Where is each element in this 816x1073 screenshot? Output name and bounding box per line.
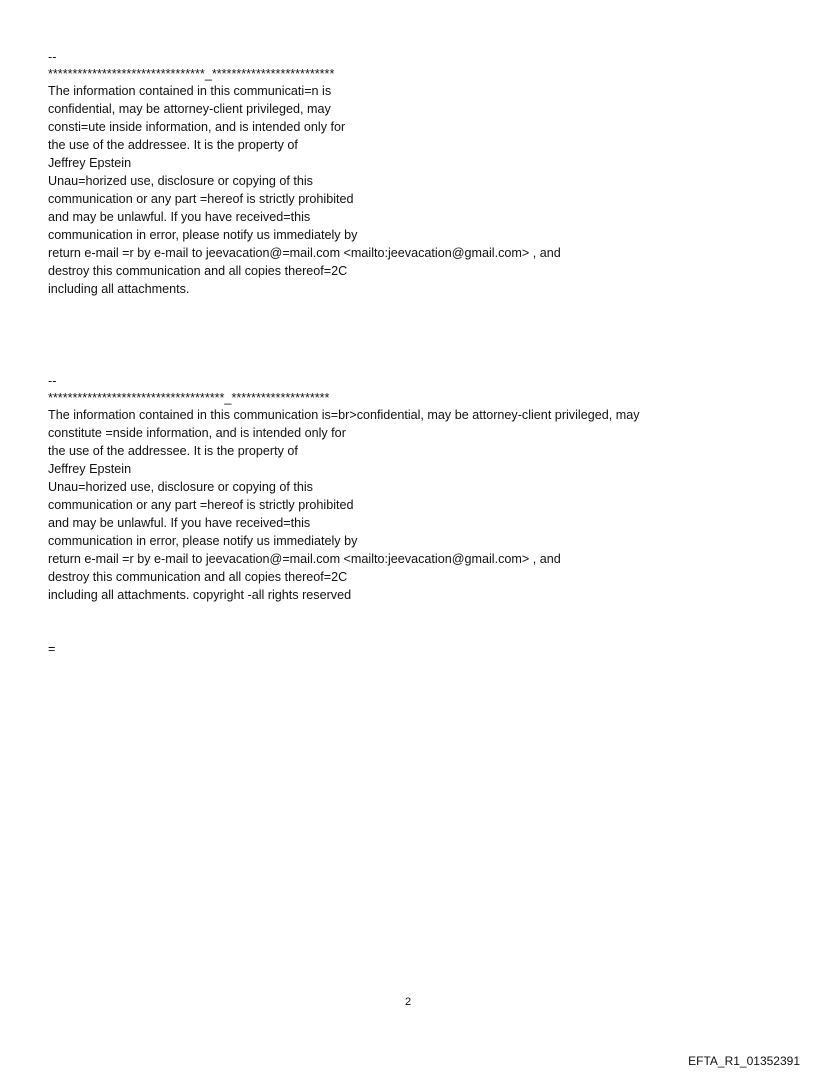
notice-line: return e-mail =r by e-mail to jeevacation@=mail.com <mailto:jeevacation@gmail.com> , and (48, 552, 561, 566)
confidentiality-notice-2 (48, 372, 788, 604)
notice-line: communication or any part =hereof is strictly prohibited (48, 192, 354, 206)
page-number: 2 (404, 996, 412, 1008)
notice-line: including all attachments. (48, 282, 190, 296)
notice-line: including all attachments. copyright -all rights reserved (48, 588, 352, 602)
notice-line: confidential, may be attorney-client privileged, may (48, 102, 331, 116)
confidentiality-notice-1 (48, 48, 788, 298)
trailing-text: = (48, 642, 56, 656)
separator-dash: -- (48, 374, 57, 388)
notice-line: Jeffrey Epstein (48, 156, 132, 170)
notice-line: return e-mail =r by e-mail to jeevacation@=mail.com <mailto:jeevacation@gmail.com> , and (48, 246, 561, 260)
notice-line: constitute =nside information, and is intended only for (48, 426, 346, 440)
notice-line: The information contained in this communicati=n is (48, 84, 332, 98)
notice-line: and may be unlawful. If you have received=this (48, 516, 311, 530)
separator-stars: ************************************_******************** (48, 391, 330, 405)
notice-line: destroy this communication and all copies thereof=2C (48, 570, 348, 584)
notice-line: consti=ute inside information, and is intended only for (48, 120, 346, 134)
separator-stars: ********************************_************************* (48, 67, 335, 81)
notice-line: destroy this communication and all copies thereof=2C (48, 264, 348, 278)
notice-line: and may be unlawful. If you have received=this (48, 210, 311, 224)
notice-line: The information contained in this communication is=br>confidential, may be attorney-client privileged, may (48, 408, 640, 422)
notice-line: the use of the addressee. It is the property of (48, 138, 298, 152)
notice-line: the use of the addressee. It is the property of (48, 444, 298, 458)
bates-number: EFTA_R1_01352391 (688, 1054, 800, 1068)
notice-line: communication in error, please notify us immediately by (48, 228, 358, 242)
notice-line: communication in error, please notify us immediately by (48, 534, 358, 548)
notice-line: Unau=horized use, disclosure or copying of this (48, 174, 313, 188)
notice-line: Unau=horized use, disclosure or copying of this (48, 480, 313, 494)
notice-line: communication or any part =hereof is strictly prohibited (48, 498, 354, 512)
separator-dash: -- (48, 50, 57, 64)
notice-line: Jeffrey Epstein (48, 462, 132, 476)
